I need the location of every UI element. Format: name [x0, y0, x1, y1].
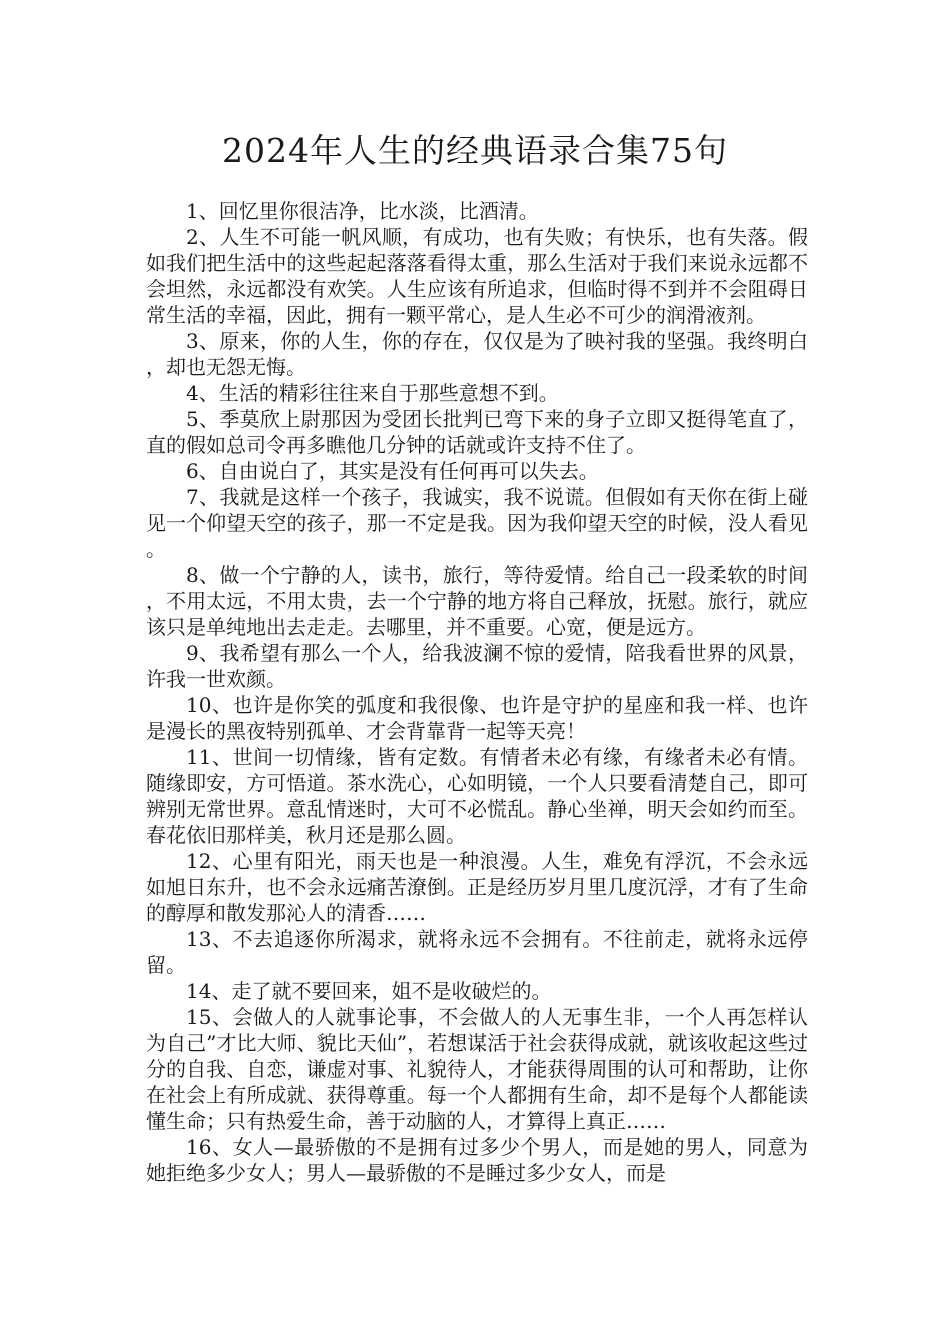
- quote-paragraph: 13、不去追逐你所渴求，就将永远不会拥有。不往前走，就将永远停留。: [146, 927, 808, 977]
- quote-paragraph: 7、我就是这样一个孩子，我诚实，我不说谎。但假如有天你在街上碰见一个仰望天空的孩子，那一不定是我。因为我仰望天空的时候，没人看见。: [146, 485, 808, 561]
- quote-paragraph: 12、心里有阳光，雨天也是一种浪漫。人生，难免有浮沉，不会永远如旭日东升，也不会永远痛苦潦倒。正是经历岁月里几度沉浮，才有了生命的醇厚和散发那沁人的清香……: [146, 849, 808, 925]
- quote-paragraph: 2、人生不可能一帆风顺，有成功，也有失败；有快乐，也有失落。假如我们把生活中的这些起起落落看得太重，那么生活对于我们来说永远都不会坦然，永远都没有欢笑。人生应该有所追求，但临时得不到并不会阻碍日常生活的幸福，因此，拥有一颗平常心，是人生必不可少的润滑液剂。: [146, 225, 808, 327]
- quote-paragraph: 1、回忆里你很洁净，比水淡，比酒清。: [186, 199, 539, 223]
- page-title: 2024年人生的经典语录合集75句: [222, 131, 728, 170]
- quote-paragraph: 15、会做人的人就事论事，不会做人的人无事生非，一个人再怎样认为自己”才比大师、貌比天仙”，若想谋活于社会获得成就，就该收起这些过分的自我、自恋，谦虚对事、礼貌待人，才能获得周围的认可和帮助，让你在社会上有所成就、获得尊重。每一个人都拥有生命，却不是每个人都能读懂生命；只有热爱生命，善于动脑的人，才算得上真正……: [146, 1005, 808, 1133]
- quote-paragraph: 9、我希望有那么一个人，给我波澜不惊的爱情，陪我看世界的风景，许我一世欢颜。: [146, 641, 808, 691]
- quote-paragraph: 11、世间一切情缘，皆有定数。有情者未必有缘，有缘者未必有情。随缘即安，方可悟道。茶水洗心，心如明镜，一个人只要看清楚自己，即可辨别无常世界。意乱情迷时，大可不必慌乱。静心坐禅，明天会如约而至。春花依旧那样美，秋月还是那么圆。: [146, 745, 808, 847]
- document-body: [146, 198, 808, 1186]
- quote-paragraph: 14、走了就不要回来，姐不是收破烂的。: [186, 979, 552, 1003]
- quote-paragraph: 4、生活的精彩往往来自于那些意想不到。: [186, 381, 559, 405]
- quote-paragraph: 6、自由说白了，其实是没有任何再可以失去。: [186, 459, 599, 483]
- quote-paragraph: 10、也许是你笑的弧度和我很像、也许是守护的星座和我一样、也许是漫长的黑夜特别孤单、才会背靠背一起等天亮！: [146, 693, 808, 743]
- quote-paragraph: 3、原来，你的人生，你的存在，仅仅是为了映衬我的坚强。我终明白，却也无怨无悔。: [146, 329, 808, 379]
- quote-paragraph: 5、季莫欣上尉那因为受团长批判已弯下来的身子立即又挺得笔直了，直的假如总司令再多瞧他几分钟的话就或许支持不住了。: [146, 407, 808, 457]
- quote-paragraph: 16、女人—最骄傲的不是拥有过多少个男人，而是她的男人，同意为她拒绝多少女人；男人—最骄傲的不是睡过多少女人，而是: [146, 1135, 808, 1185]
- quote-paragraph: 8、做一个宁静的人，读书，旅行，等待爱情。给自己一段柔软的时间，不用太远，不用太贵，去一个宁静的地方将自己释放，抚慰。旅行，就应该只是单纯地出去走走。去哪里，并不重要。心宽，便是远方。: [146, 563, 808, 639]
